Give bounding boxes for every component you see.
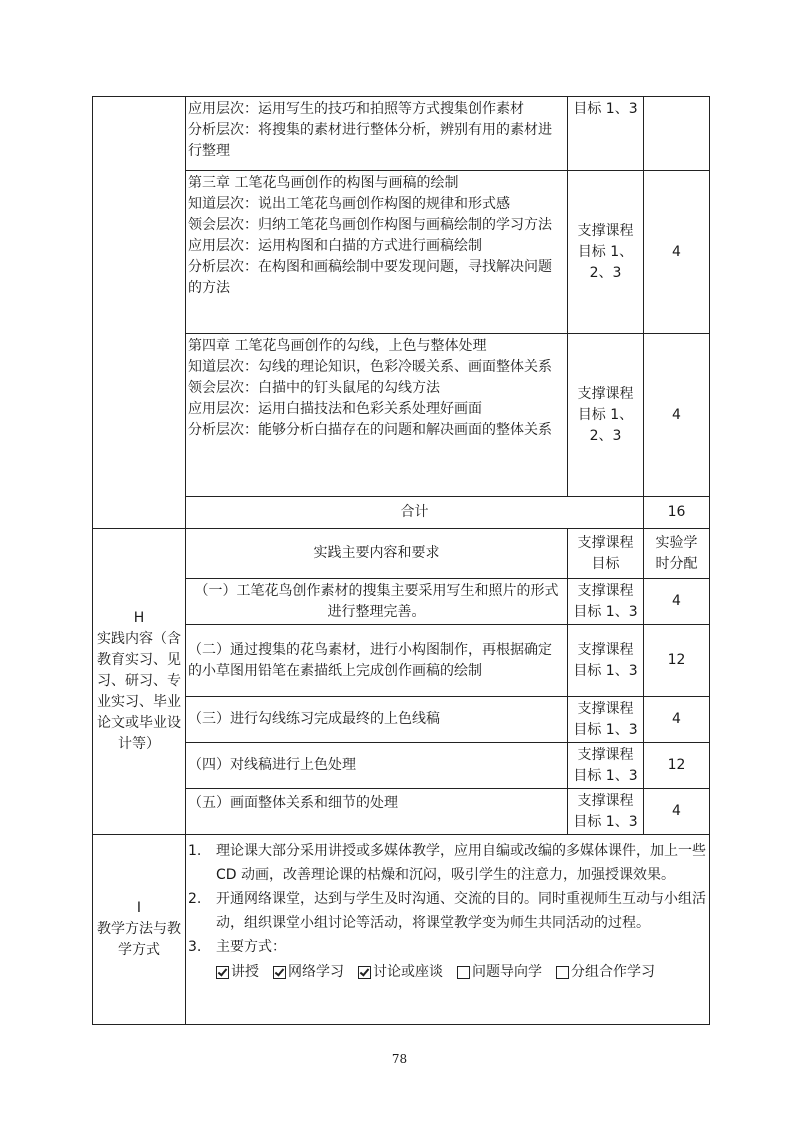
content-line: 分析层次：将搜集的素材进行整体分析，辨别有用的素材进行整理 <box>188 122 552 159</box>
practice-header-row <box>93 529 710 579</box>
practice-item: （五）画面整体关系和细节的处理 <box>186 789 568 835</box>
unchecked-box-icon[interactable] <box>457 966 470 979</box>
teaching-row <box>93 835 710 1025</box>
teaching-label-cell <box>93 835 186 1025</box>
checked-box-icon[interactable] <box>358 966 371 979</box>
practice-label-cell <box>93 529 186 835</box>
practice-target: 支撑课程目标 1、3 <box>568 743 644 789</box>
checked-box-icon[interactable] <box>216 966 229 979</box>
method-checkbox[interactable] <box>358 960 443 984</box>
practice-target: 支撑课程目标 1、3 <box>568 625 644 697</box>
practice-target: 支撑课程目标 1、3 <box>568 789 644 835</box>
list-item <box>188 935 707 959</box>
practice-hours: 4 <box>644 697 710 743</box>
syllabus-table <box>92 96 710 1025</box>
target-cell: 支撑课程目标 1、2、3 <box>568 334 644 497</box>
point-text: 开通网络课堂，达到与学生及时沟通、交流的目的。同时重视师生互动与小组活动，组织课堂小组讨论等活动，将课堂教学变为师生共同活动的过程。 <box>216 891 706 931</box>
unchecked-box-icon[interactable] <box>556 966 569 979</box>
table-row <box>93 171 710 334</box>
checked-box-icon[interactable] <box>273 966 286 979</box>
list-item <box>188 887 707 935</box>
method-label: 讲授 <box>231 964 259 980</box>
method-checkbox[interactable] <box>216 960 259 984</box>
practice-target: 支撑课程目标 1、3 <box>568 579 644 625</box>
point-number: 2. <box>188 891 202 907</box>
practice-hours: 12 <box>644 625 710 697</box>
chapter-title: 第四章 工笔花鸟画创作的勾线，上色与整体处理 <box>188 338 487 354</box>
teaching-content <box>186 835 710 1025</box>
practice-hours: 4 <box>644 789 710 835</box>
section-label: 实践内容（含教育实习、见习、研习、专业实习、毕业论文或毕业设计等） <box>97 631 181 752</box>
practice-header-hours: 实验学时分配 <box>644 529 710 579</box>
practice-item: （四）对线稿进行上色处理 <box>186 743 568 789</box>
total-row <box>93 497 710 529</box>
practice-row <box>93 743 710 789</box>
table-row <box>93 334 710 497</box>
practice-item: （三）进行勾线练习完成最终的上色线稿 <box>186 697 568 743</box>
point-number: 3. <box>188 939 202 955</box>
content-line: 知道层次：说出工笔花鸟画创作构图的规律和形式感 <box>188 196 510 212</box>
page-number: 78 <box>391 1052 408 1066</box>
content-cell <box>186 334 568 497</box>
method-checkbox[interactable] <box>556 960 655 984</box>
practice-hours: 4 <box>644 579 710 625</box>
hours-cell: 4 <box>644 334 710 497</box>
blank-label-cell <box>93 97 186 529</box>
practice-target: 支撑课程目标 1、3 <box>568 697 644 743</box>
point-number: 1. <box>188 843 202 859</box>
target-cell: 支撑课程目标 1、2、3 <box>568 171 644 334</box>
practice-row <box>93 789 710 835</box>
teaching-points <box>188 839 707 959</box>
practice-item: （二）通过搜集的花鸟素材，进行小构图制作，再根据确定的小草图用铅笔在素描纸上完成创作画稿的绘制 <box>186 625 568 697</box>
section-letter: I <box>136 900 142 916</box>
practice-hours: 12 <box>644 743 710 789</box>
practice-row <box>93 697 710 743</box>
practice-row <box>93 579 710 625</box>
target-cell: 目标 1、3 <box>568 97 644 171</box>
hours-cell: 4 <box>644 171 710 334</box>
method-label: 问题导向学 <box>472 964 542 980</box>
practice-header-target: 支撑课程目标 <box>568 529 644 579</box>
content-line: 知道层次：勾线的理论知识，色彩冷暖关系、画面整体关系 <box>188 359 552 375</box>
method-label: 网络学习 <box>288 964 344 980</box>
method-checkbox[interactable] <box>273 960 344 984</box>
content-line: 领会层次：归纳工笔花鸟画创作构图与画稿绘制的学习方法 <box>188 217 552 233</box>
point-text: 理论课大部分采用讲授或多媒体教学，应用自编或改编的多媒体课件，加上一些 CD 动画，改善理论课的枯燥和沉闷，吸引学生的注意力，加强授课效果。 <box>216 843 706 883</box>
method-label: 讨论或座谈 <box>373 964 443 980</box>
content-line: 应用层次：运用构图和白描的方式进行画稿绘制 <box>188 238 482 254</box>
total-label: 合计 <box>186 497 644 529</box>
table-row <box>93 97 710 171</box>
chapter-title: 第三章 工笔花鸟画创作的构图与画稿的绘制 <box>188 175 459 191</box>
hours-cell <box>644 97 710 171</box>
content-line: 分析层次：能够分析白描存在的问题和解决画面的整体关系 <box>188 422 552 438</box>
section-label: 教学方法与教学方式 <box>97 921 181 958</box>
content-line: 分析层次：在构图和画稿绘制中要发现问题，寻找解决问题的方法 <box>188 259 552 296</box>
list-item <box>188 839 707 887</box>
method-checkbox[interactable] <box>457 960 542 984</box>
practice-row <box>93 625 710 697</box>
content-cell <box>186 97 568 171</box>
methods-checklist <box>188 960 707 984</box>
content-line: 应用层次：运用白描技法和色彩关系处理好画面 <box>188 401 482 417</box>
method-label: 分组合作学习 <box>571 964 655 980</box>
content-cell <box>186 171 568 334</box>
section-letter: H <box>133 610 145 626</box>
content-line: 应用层次：运用写生的技巧和拍照等方式搜集创作素材 <box>188 101 524 117</box>
practice-header-content: 实践主要内容和要求 <box>186 529 568 579</box>
practice-item: （一）工笔花鸟创作素材的搜集主要采用写生和照片的形式进行整理完善。 <box>186 579 568 625</box>
point-text: 主要方式： <box>216 939 286 955</box>
total-value: 16 <box>644 497 710 529</box>
content-line: 领会层次：白描中的钉头鼠尾的勾线方法 <box>188 380 440 396</box>
